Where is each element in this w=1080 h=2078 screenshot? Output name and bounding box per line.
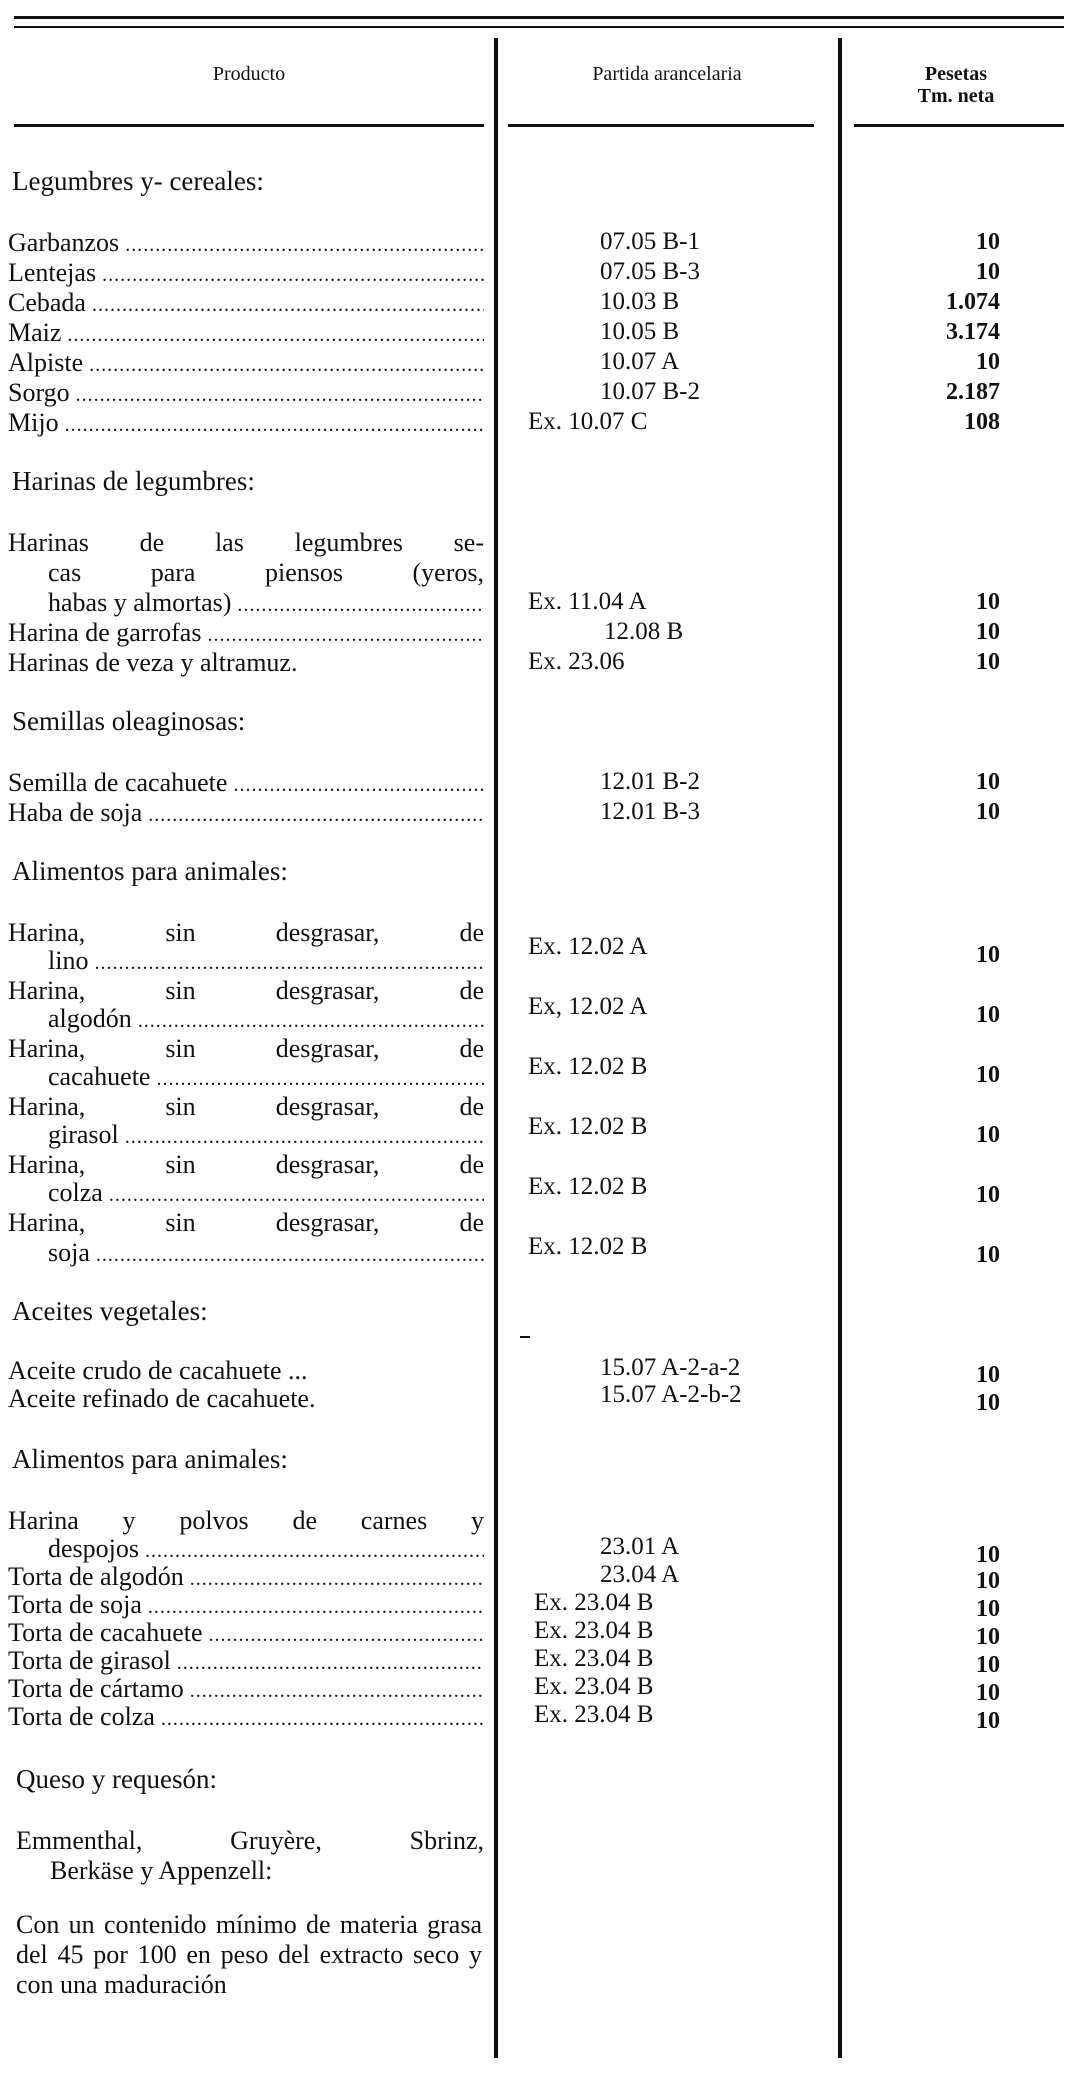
code-torta-girasol: Ex. 23.04 B bbox=[534, 1645, 654, 1672]
top-rule-thin bbox=[14, 26, 1064, 28]
row-harina-algodon-prefix: Harina, sin desgrasar, de bbox=[8, 976, 484, 1005]
val-harinas-veza: 10 bbox=[976, 649, 1000, 675]
code-torta-algodon: 23.04 A bbox=[600, 1561, 680, 1588]
row-harinas-legumbres-line3: habas y almortas) ..... bbox=[8, 588, 484, 620]
val-torta-algodon: 10 bbox=[976, 1568, 1000, 1594]
top-rule-thick bbox=[14, 16, 1064, 19]
row-harina-colza-prefix: Harina, sin desgrasar, de bbox=[8, 1150, 484, 1179]
row-harina-girasol-prefix: Harina, sin desgrasar, de bbox=[8, 1092, 484, 1121]
row-harina-colza: colza ..... bbox=[8, 1178, 484, 1210]
section-alimentos-animales-2: Alimentos para animales: bbox=[12, 1444, 288, 1474]
val-torta-colza: 10 bbox=[976, 1708, 1000, 1734]
val-lentejas: 10 bbox=[976, 259, 1000, 285]
header-rule-pesetas bbox=[854, 124, 1064, 127]
row-carnes-line2: despojos ..... bbox=[8, 1534, 484, 1566]
row-harina-cacahuete-prefix: Harina, sin desgrasar, de bbox=[8, 1034, 484, 1063]
val-garbanzos: 10 bbox=[976, 229, 1000, 255]
row-torta-algodon: Torta de algodón ..... bbox=[8, 1562, 484, 1594]
row-harina-soja: soja ..... bbox=[8, 1238, 484, 1270]
code-aceite-crudo: 15.07 A-2-a-2 bbox=[600, 1354, 741, 1381]
code-harina-algodon: Ex, 12.02 A bbox=[528, 993, 648, 1020]
row-lentejas: Lentejas ..... bbox=[8, 258, 484, 290]
section-harinas-legumbres: Harinas de legumbres: bbox=[12, 466, 255, 496]
val-aceite-crudo: 10 bbox=[976, 1362, 1000, 1388]
code-aceite-refinado: 15.07 A-2-b-2 bbox=[600, 1381, 742, 1408]
row-mijo: Mijo ..... bbox=[8, 408, 484, 440]
val-haba-soja: 10 bbox=[976, 799, 1000, 825]
val-aceite-refinado: 10 bbox=[976, 1390, 1000, 1416]
row-harina-garrofas: Harina de garrofas ..... bbox=[8, 618, 484, 650]
row-harinas-legumbres-line1: Harinas de las legumbres se- bbox=[8, 528, 484, 557]
header-rule-partida bbox=[508, 124, 814, 127]
val-harina-algodon: 10 bbox=[976, 1002, 1000, 1028]
row-haba-soja: Haba de soja ..... bbox=[8, 798, 484, 830]
header-partida: Partida arancelaria bbox=[592, 63, 742, 85]
code-harinas-legumbres: Ex. 11.04 A bbox=[528, 588, 647, 615]
code-sorgo: 10.07 B-2 bbox=[600, 378, 700, 405]
code-mijo: Ex. 10.07 C bbox=[528, 408, 648, 435]
row-torta-soja: Torta de soja ..... bbox=[8, 1590, 484, 1622]
row-aceite-crudo: Aceite crudo de cacahuete ... bbox=[8, 1356, 308, 1385]
code-harina-soja: Ex. 12.02 B bbox=[528, 1233, 648, 1260]
row-torta-colza: Torta de colza ..... bbox=[8, 1702, 484, 1734]
section-semillas-oleaginosas: Semillas oleaginosas: bbox=[12, 706, 246, 736]
column-divider-right bbox=[838, 38, 842, 2058]
code-lentejas: 07.05 B-3 bbox=[600, 258, 700, 285]
header-pesetas: Pesetas bbox=[924, 63, 988, 85]
row-harina-lino-prefix: Harina, sin desgrasar, de bbox=[8, 918, 484, 947]
row-garbanzos: Garbanzos ..... bbox=[8, 228, 484, 260]
section-alimentos-animales-1: Alimentos para animales: bbox=[12, 856, 288, 886]
row-harina-cacahuete: cacahuete ..... bbox=[8, 1062, 484, 1094]
code-torta-cacahuete: Ex. 23.04 B bbox=[534, 1617, 654, 1644]
code-torta-soja: Ex. 23.04 B bbox=[534, 1589, 654, 1616]
code-harina-girasol: Ex. 12.02 B bbox=[528, 1113, 648, 1140]
code-torta-cartamo: Ex. 23.04 B bbox=[534, 1673, 654, 1700]
code-harina-colza: Ex. 12.02 B bbox=[528, 1173, 648, 1200]
stray-mark bbox=[520, 1336, 530, 1338]
row-torta-cacahuete: Torta de cacahuete ..... bbox=[8, 1618, 484, 1650]
val-cebada: 1.074 bbox=[946, 289, 1000, 315]
row-harina-soja-prefix: Harina, sin desgrasar, de bbox=[8, 1208, 484, 1237]
row-torta-cartamo: Torta de cártamo ..... bbox=[8, 1674, 484, 1706]
row-harina-lino: lino ..... bbox=[8, 946, 484, 978]
val-mijo: 108 bbox=[964, 409, 1000, 435]
code-harina-cacahuete: Ex. 12.02 B bbox=[528, 1053, 648, 1080]
val-alpiste: 10 bbox=[976, 349, 1000, 375]
code-semilla-cacahuete: 12.01 B-2 bbox=[600, 768, 700, 795]
val-harina-girasol: 10 bbox=[976, 1122, 1000, 1148]
val-harina-lino: 10 bbox=[976, 942, 1000, 968]
header-producto: Producto bbox=[212, 63, 286, 85]
val-torta-cartamo: 10 bbox=[976, 1680, 1000, 1706]
code-torta-colza: Ex. 23.04 B bbox=[534, 1701, 654, 1728]
code-harinas-veza: Ex. 23.06 bbox=[528, 648, 625, 675]
row-sorgo: Sorgo ..... bbox=[8, 378, 484, 410]
val-harina-garrofas: 10 bbox=[976, 619, 1000, 645]
val-harinas-legumbres: 10 bbox=[976, 589, 1000, 615]
code-cebada: 10.03 B bbox=[600, 288, 680, 315]
queso-types-line2: Berkäse y Appenzell: bbox=[50, 1856, 273, 1885]
row-maiz: Maiz ..... bbox=[8, 318, 484, 350]
row-harina-girasol: girasol ..... bbox=[8, 1120, 484, 1152]
queso-types-line1: Emmenthal, Gruyère, Sbrinz, bbox=[16, 1826, 484, 1855]
row-cebada: Cebada ..... bbox=[8, 288, 484, 320]
queso-description: Con un contenido mínimo de materia grasa del 45 por 100 en peso del extracto seco y con una maduración bbox=[16, 1910, 482, 1999]
row-carnes-line1: Harina y polvos de carnes y bbox=[8, 1506, 484, 1535]
code-alpiste: 10.07 A bbox=[600, 348, 680, 375]
code-carnes: 23.01 A bbox=[600, 1533, 680, 1560]
val-harina-colza: 10 bbox=[976, 1182, 1000, 1208]
val-torta-soja: 10 bbox=[976, 1596, 1000, 1622]
val-torta-girasol: 10 bbox=[976, 1652, 1000, 1678]
row-alpiste: Alpiste ..... bbox=[8, 348, 484, 380]
section-queso-requeson: Queso y requesón: bbox=[16, 1764, 217, 1794]
val-maiz: 3.174 bbox=[946, 319, 1000, 345]
val-carnes: 10 bbox=[976, 1542, 1000, 1568]
val-semilla-cacahuete: 10 bbox=[976, 769, 1000, 795]
row-harinas-legumbres-line2: cas para piensos (yeros, bbox=[48, 558, 484, 587]
header-rule-product bbox=[14, 124, 484, 127]
column-divider-left bbox=[494, 38, 498, 2058]
val-harina-cacahuete: 10 bbox=[976, 1062, 1000, 1088]
header-tm-neta: Tm. neta bbox=[917, 85, 995, 107]
val-harina-soja: 10 bbox=[976, 1242, 1000, 1268]
code-harina-garrofas: 12.08 B bbox=[604, 618, 684, 645]
row-aceite-refinado: Aceite refinado de cacahuete. bbox=[8, 1384, 316, 1413]
section-aceites-vegetales: Aceites vegetales: bbox=[12, 1296, 208, 1326]
code-maiz: 10.05 B bbox=[600, 318, 680, 345]
val-sorgo: 2.187 bbox=[946, 379, 1000, 405]
row-semilla-cacahuete: Semilla de cacahuete ..... bbox=[8, 768, 484, 800]
row-harina-algodon: algodón ..... bbox=[8, 1004, 484, 1036]
section-legumbres-cereales: Legumbres y- cereales: bbox=[12, 166, 264, 196]
code-garbanzos: 07.05 B-1 bbox=[600, 228, 700, 255]
row-harinas-veza: Harinas de veza y altramuz. bbox=[8, 648, 298, 677]
code-harina-lino: Ex. 12.02 A bbox=[528, 933, 648, 960]
row-torta-girasol: Torta de girasol ..... bbox=[8, 1646, 484, 1678]
code-haba-soja: 12.01 B-3 bbox=[600, 798, 700, 825]
val-torta-cacahuete: 10 bbox=[976, 1624, 1000, 1650]
